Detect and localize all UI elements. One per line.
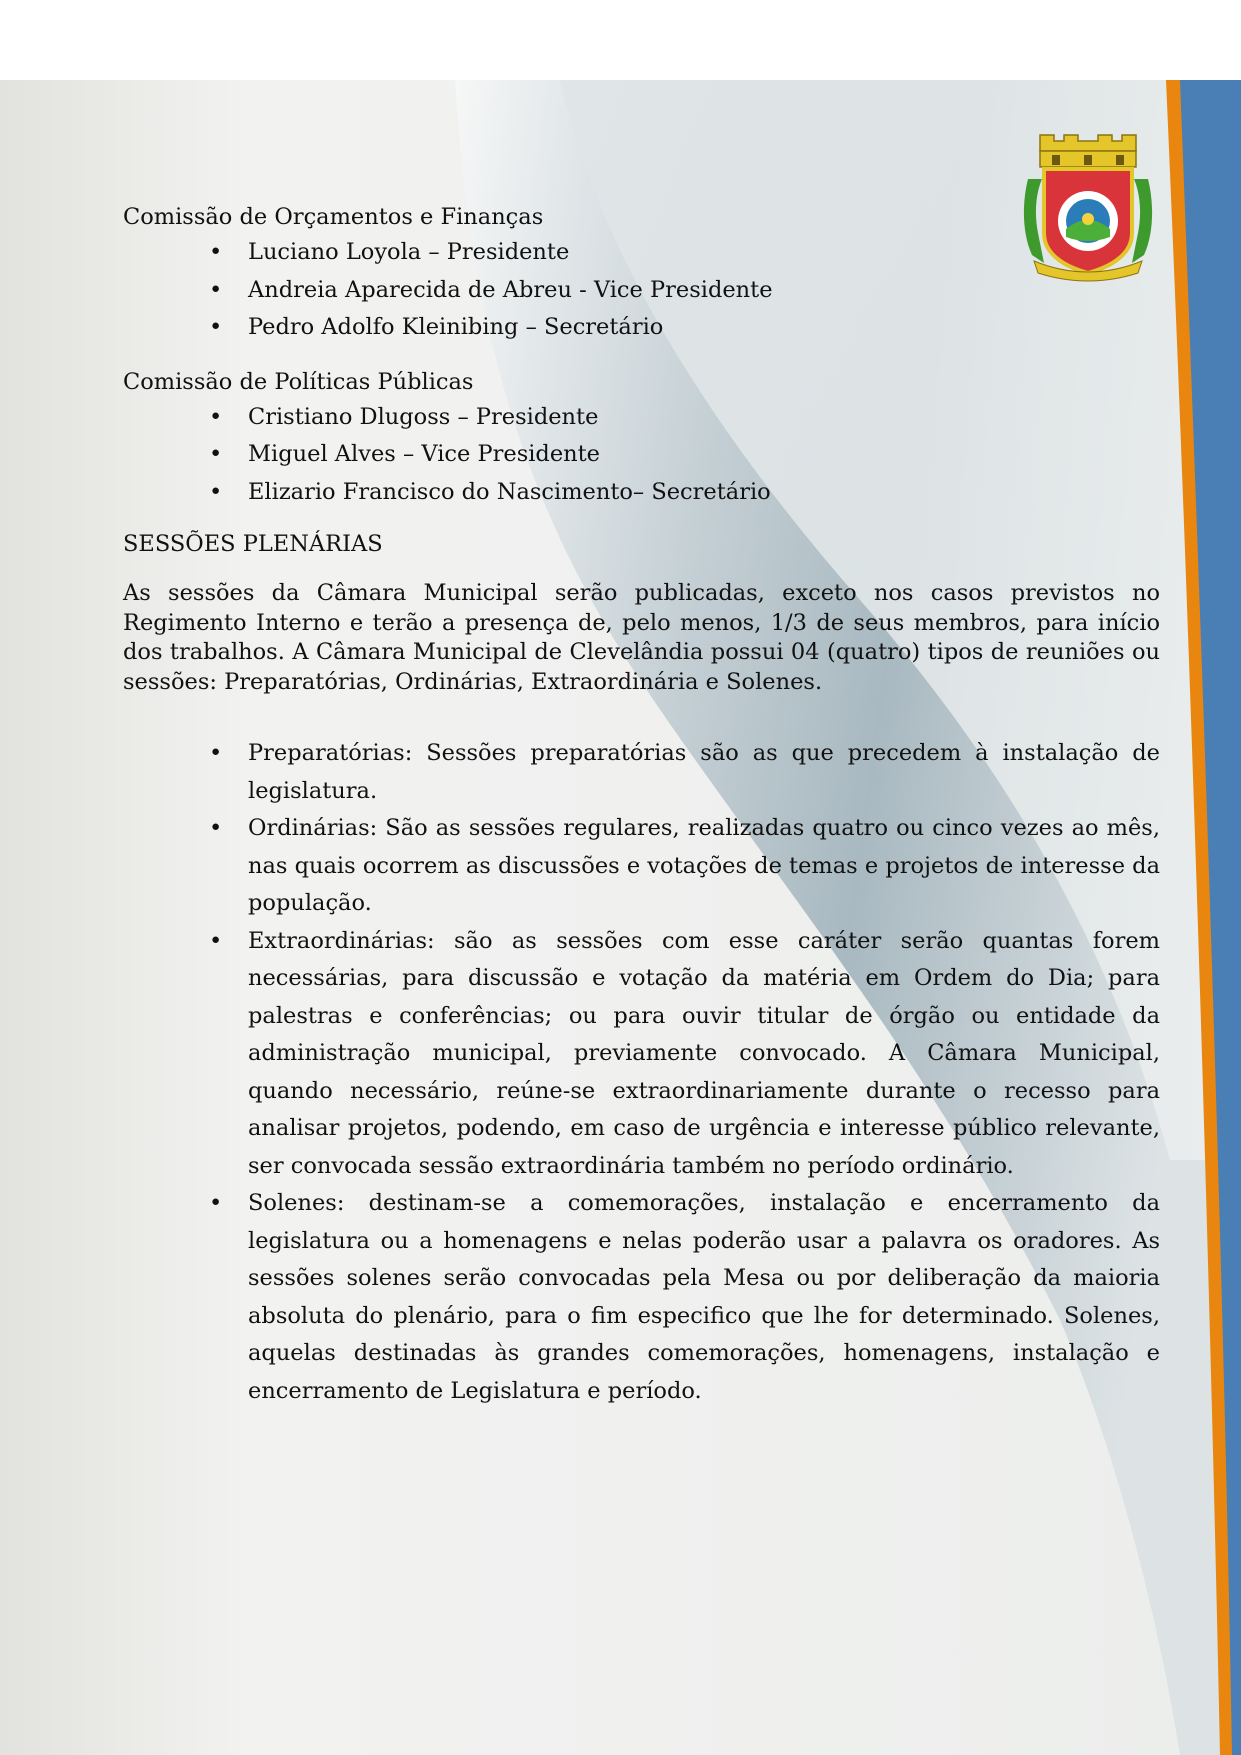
list-item: • Extraordinárias: são as sessões com esse caráter serão quantas forem necessárias, para discussão e votação da matéria em Ordem do Dia; para palestras e conferências; ou para ouvir titular de órgão ou entidade da administração municipal, previamente convocado. A Câmara Municipal, quando necessário, reúne-se extraordinariamente durante o recesso para analisar projetos, podendo, em caso de urgência e interesse público relevante, ser convocada sessão extraordinária também no período ordinário. xyxy=(123,923,1160,1186)
list-item: • Cristiano Dlugoss – Presidente xyxy=(123,399,1160,437)
session-types-list xyxy=(123,735,1160,1410)
list-item: • Solenes: destinam-se a comemorações, instalação e encerramento da legislatura ou a homenagens e nelas poderão usar a palavra os oradores. As sessões solenes serão convocadas pela Mesa ou por deliberação da maioria absoluta do plenário, para o fim especifico que lhe for determinado. Solenes, aquelas destinadas às grandes comemorações, homenagens, instalação e encerramento de Legislatura e período. xyxy=(123,1185,1160,1410)
section-title: SESSÕES PLENÁRIAS xyxy=(123,531,383,557)
list-item: • Miguel Alves – Vice Presidente xyxy=(123,436,1160,474)
list-item: • Andreia Aparecida de Abreu - Vice Presidente xyxy=(123,272,1160,310)
committee-2-members xyxy=(123,399,1160,512)
list-item: • Preparatórias: Sessões preparatórias são as que precedem à instalação de legislatura. xyxy=(123,735,1160,810)
document-content xyxy=(123,200,1160,1410)
list-item: • Elizario Francisco do Nascimento– Secretário xyxy=(123,474,1160,512)
committee-1-members xyxy=(123,234,1160,347)
list-item: • Luciano Loyola – Presidente xyxy=(123,234,1160,272)
crown-icon xyxy=(1040,135,1136,167)
intro-paragraph: As sessões da Câmara Municipal serão publicadas, exceto nos casos previstos no Regimento Interno e terão a presença de, pelo menos, 1/3 de seus membros, para início dos trabalhos. A Câmara Municipal de Clevelândia possui 04 (quatro) tipos de reuniões ou sessões: Preparatórias, Ordinárias, Extraordinária e Solenes. xyxy=(123,580,1160,695)
committee-2-title: Comissão de Políticas Públicas xyxy=(123,368,474,395)
list-item: • Pedro Adolfo Kleinibing – Secretário xyxy=(123,309,1160,347)
list-item: • Ordinárias: São as sessões regulares, realizadas quatro ou cinco vezes ao mês, nas quais ocorrem as discussões e votações de temas e projetos de interesse da população. xyxy=(123,810,1160,923)
committee-1-title: Comissão de Orçamentos e Finanças xyxy=(123,204,544,230)
